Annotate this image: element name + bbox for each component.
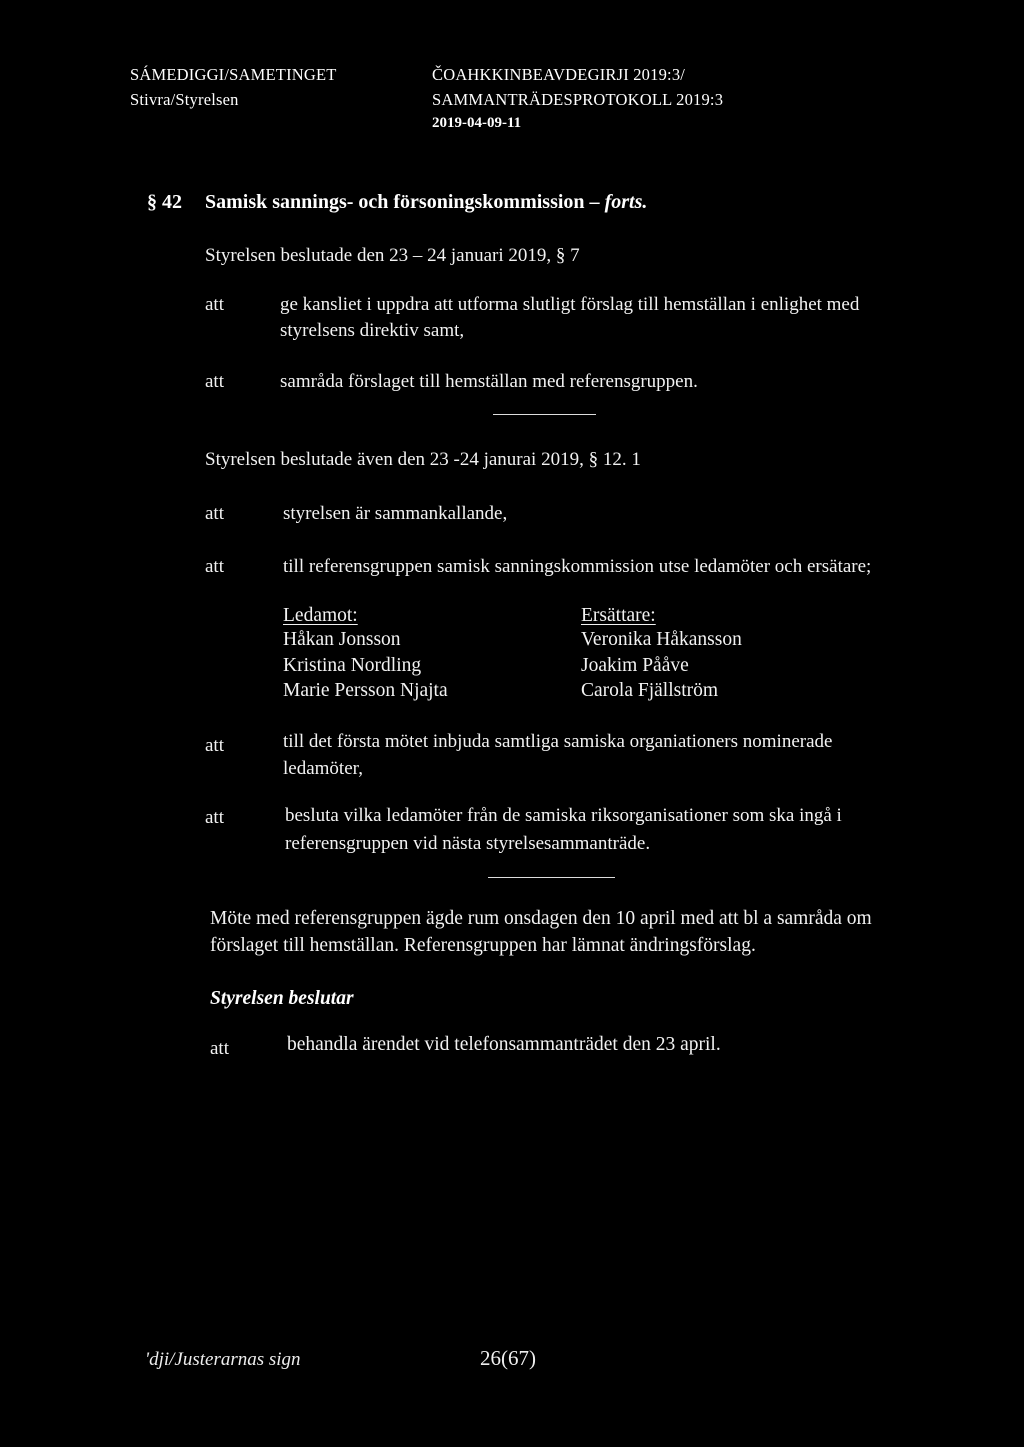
section-title: Samisk sannings- och försoningskommission – forts.	[205, 191, 648, 213]
ledamot-name: Kristina Nordling	[283, 655, 422, 676]
att-label: att	[205, 371, 224, 392]
ledamot-name: Håkan Jonsson	[283, 629, 401, 650]
ledamot-name: Marie Persson Njajta	[283, 680, 448, 701]
att-label: att	[205, 294, 224, 315]
section-title-suffix: forts.	[604, 191, 648, 213]
decision1-item1-line1: ge kansliet i uppdra att utforma slutligt förslag till hemställan i enlighet med	[280, 294, 860, 315]
protocol-sami: ČOAHKKINBEAVDEGIRJI 2019:3/	[432, 65, 686, 84]
page-number: 26(67)	[480, 1346, 536, 1370]
ledamot-header: Ledamot:	[283, 605, 358, 626]
footer-signature: 'dji/Justerarnas sign	[145, 1349, 301, 1370]
att-label: att	[205, 556, 224, 577]
att-label: att	[205, 503, 224, 524]
ersattare-name: Carola Fjällström	[581, 680, 719, 701]
board-name: Stivra/Styrelsen	[130, 90, 239, 109]
ersattare-name: Joakim Pååve	[581, 655, 689, 676]
separator-rule	[488, 877, 615, 878]
separator-rule	[493, 414, 596, 415]
att-label: att	[210, 1038, 229, 1059]
ersattare-name: Veronika Håkansson	[581, 629, 742, 650]
org-name: SÁMEDIGGI/SAMETINGET	[130, 65, 337, 84]
final-heading: Styrelsen beslutar	[210, 988, 354, 1009]
protocol-date: 2019-04-09-11	[432, 115, 522, 131]
ersattare-header: Ersättare:	[581, 605, 656, 626]
decision2-item2-line1: till referensgruppen samisk sanningskommission utse ledamöter och ersätare;	[283, 556, 872, 577]
att-label: att	[205, 735, 224, 756]
protocol-sv: SAMMANTRÄDESPROTOKOLL 2019:3	[432, 90, 724, 109]
section-number: § 42	[147, 191, 182, 213]
decision2-item4-line2: referensgruppen vid nästa styrelsesammanträde.	[285, 833, 651, 854]
decision2-item4-line1: besluta vilka ledamöter från de samiska riksorganisationer som ska ingå i	[285, 805, 842, 826]
decision2-item1-line1: styrelsen är sammankallande,	[283, 503, 508, 524]
meeting-note: Möte med referensgruppen ägde rum onsdagen den 10 april med att bl a samråda om förslaget till hemställan. Referensgruppen har lämnat ändringsförslag.	[210, 908, 872, 956]
final-text: behandla ärendet vid telefonsammanträdet den 23 april.	[287, 1034, 721, 1055]
decision2-intro: Styrelsen beslutade även den 23 -24 janurai 2019, § 12. 1	[205, 449, 641, 470]
decision2-item3-line1: till det första mötet inbjuda samtliga samiska organiationers nominerade	[283, 731, 833, 752]
decision1-item2-line1: samråda förslaget till hemställan med referensgruppen.	[280, 371, 698, 392]
decision1-item1-line2: styrelsens direktiv samt,	[280, 320, 465, 341]
att-label: att	[205, 807, 224, 828]
decision1-intro: Styrelsen beslutade den 23 – 24 januari 2019, § 7	[205, 245, 580, 266]
decision2-item3-line2: ledamöter,	[283, 758, 363, 779]
